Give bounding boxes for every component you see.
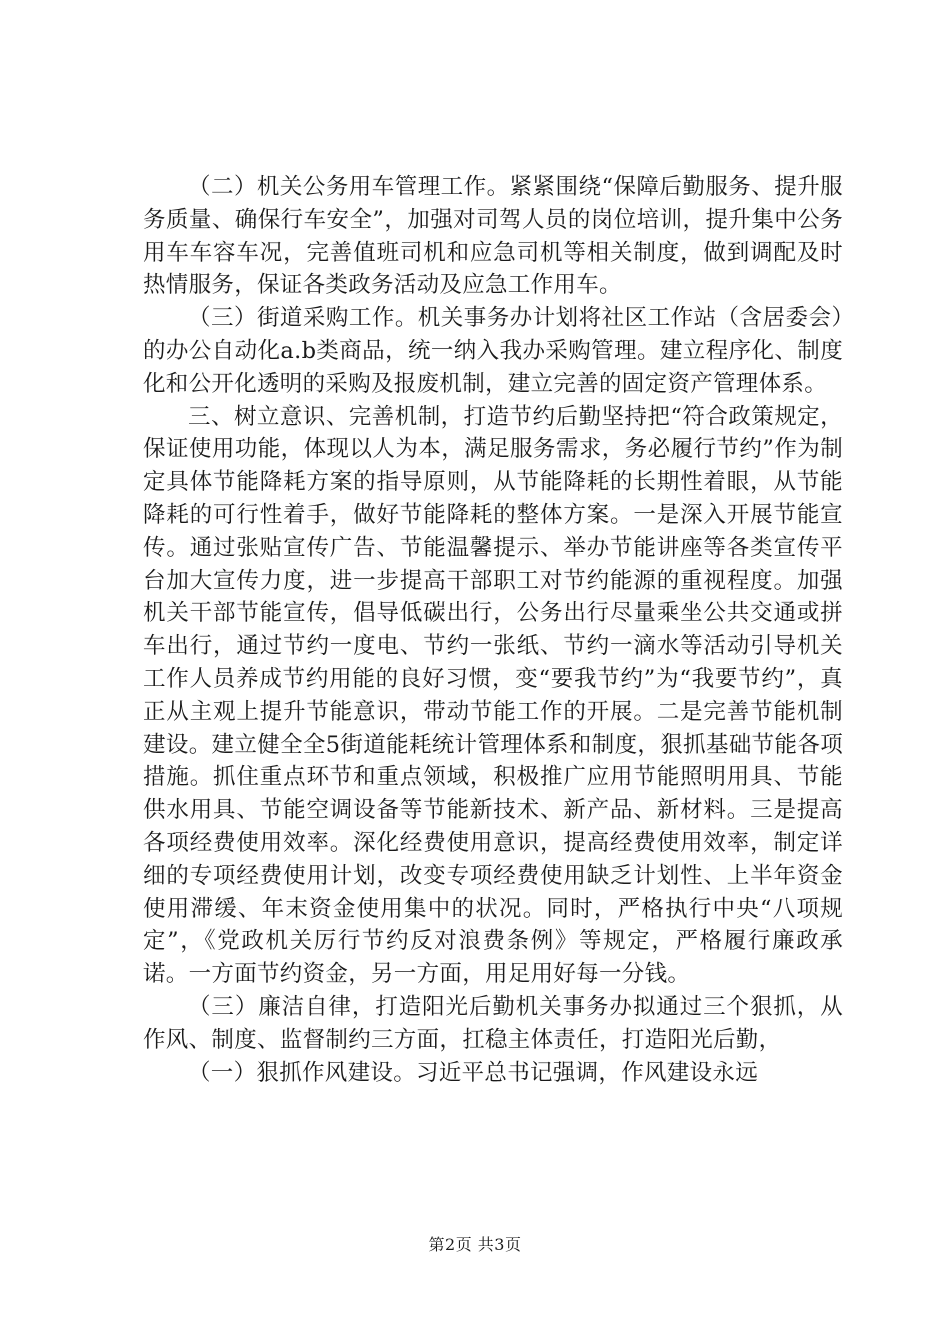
- paragraph-official-vehicle-management: （二）机关公务用车管理工作。紧紧围绕“保障后勤服务、提升服务质量、确保行车安全”，加强对司驾人员的岗位培训，提升集中公务用车车容车况，完善值班司机和应急司机等相关制度，做到调配及时热情服务，保证各类政务活动及应急工作用车。: [143, 174, 843, 299]
- page-number-footer: 第2页 共3页: [428, 1235, 522, 1254]
- paragraph-integrity-self-discipline: （三）廉洁自律，打造阳光后勤机关事务办拟通过三个狠抓，从作风、制度、监督制约三方面，扛稳主体责任，打造阳光后勤，: [143, 993, 843, 1053]
- paragraph-street-procurement: （三）街道采购工作。机关事务办计划将社区工作站（含居委会）的办公自动化a.b类商品，统一纳入我办采购管理。建立程序化、制度化和公开化透明的采购及报废机制，建立完善的固定资产管理体系。: [143, 305, 843, 397]
- document-body: [143, 171, 843, 1089]
- paragraph-energy-saving-mechanism: 三、树立意识、完善机制，打造节约后勤坚持把“符合政策规定，保证使用功能，体现以人为本，满足服务需求，务必履行节约”作为制定具体节能降耗方案的指导原则，从节能降耗的长期性着眼，从节能降耗的可行性着手，做好节能降耗的整体方案。一是深入开展节能宣传。通过张贴宣传广告、节能温馨提示、举办节能讲座等各类宣传平台加大宣传力度，进一步提高干部职工对节约能源的重视程度。加强机关干部节能宣传，倡导低碳出行，公务出行尽量乘坐公共交通或拼车出行，通过节约一度电、节约一张纸、节约一滴水等活动引导机关工作人员养成节约用能的良好习惯，变“要我节约”为“我要节约”，真正从主观上提升节能意识，带动节能工作的开展。二是完善节能机制建设。建立健全全5街道能耗统计管理体系和制度，狠抓基础节能各项措施。抓住重点环节和重点领域，积极推广应用节能照明用具、节能供水用具、节能空调设备等节能新技术、新产品、新材料。三是提高各项经费使用效率。深化经费使用意识，提高经费使用效率，制定详细的专项经费使用计划，改变专项经费使用缺乏计划性、上半年资金使用滞缓、年末资金使用集中的状况。同时，严格执行中央“八项规定”，《党政机关厉行节约反对浪费条例》等规定，严格履行廉政承诺。一方面节约资金，另一方面，用足用好每一分钱。: [143, 403, 843, 988]
- paragraph-work-style-building: （一）狠抓作风建设。习近平总书记强调，作风建设永远: [188, 1059, 759, 1086]
